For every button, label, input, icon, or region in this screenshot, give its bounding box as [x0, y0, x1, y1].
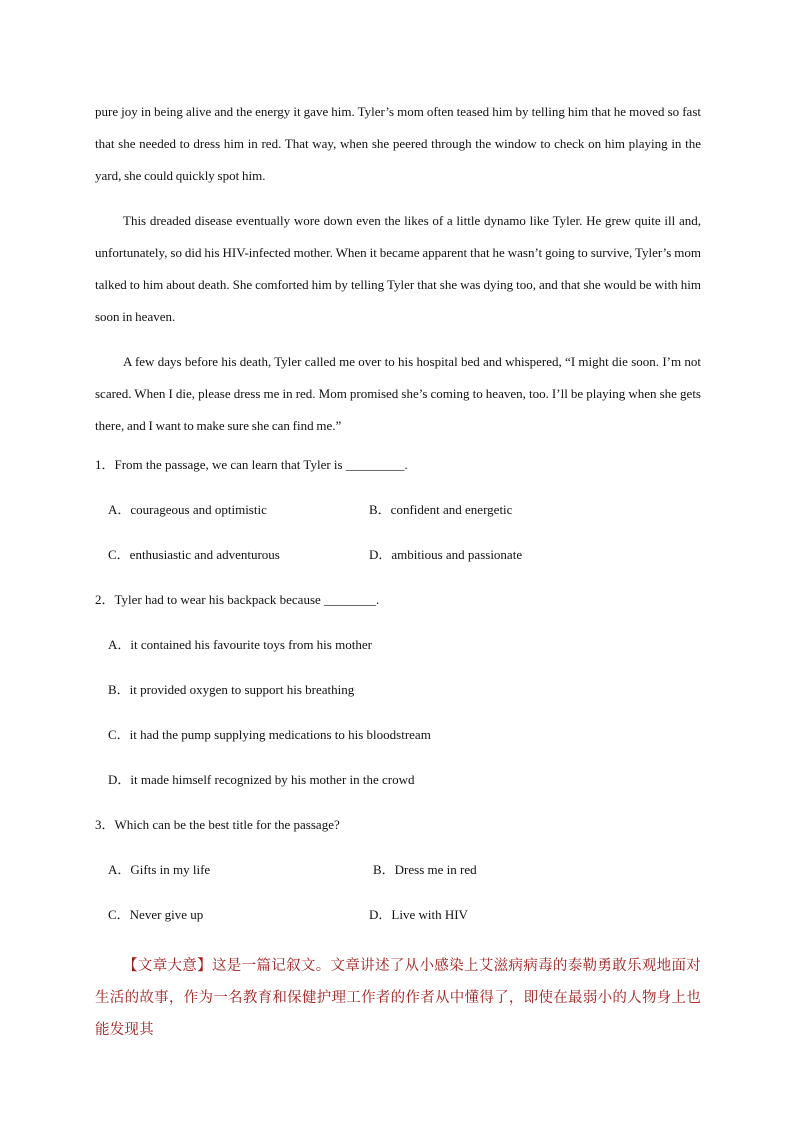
question-3-options-row-2 — [95, 905, 701, 925]
question-1-stem: 1．From the passage, we can learn that Tyler is _________. — [95, 457, 408, 472]
question-3-stem: 3．Which can be the best title for the passage? — [95, 817, 340, 832]
question-2-option-d: D．it made himself recognized by his mother in the crowd — [108, 772, 415, 787]
passage-paragraph-2: This dreaded disease eventually wore down even the likes of a little dynamo like Tyler. He grew quite ill and, unfortunately, so did his HIV-infected mother. When it became apparent that he wasn’t going to survive, Tyler’s mom talked to him about death. She comforted him by telling Tyler that she was dying too, and that she would be with him soon in heaven. — [95, 213, 701, 324]
question-1-option-d: D．ambitious and passionate — [369, 547, 523, 562]
question-3-options-row-1 — [95, 860, 701, 880]
question-1-options-row-1 — [95, 500, 701, 520]
passage-paragraph-1: pure joy in being alive and the energy it gave him. Tyler’s mom often teased him by telling him that he moved so fast that she needed to dress him in red. That way, when she peered through the window to check on him playing in the yard, she could quickly spot him. — [95, 104, 701, 183]
question-2-option-c: C．it had the pump supplying medications to his bloodstream — [108, 727, 431, 742]
question-1-option-a: A．courageous and optimistic — [108, 502, 267, 517]
summary-tag: 【文章大意】 — [123, 958, 212, 974]
question-1-option-c: C．enthusiastic and adventurous — [108, 547, 280, 562]
question-1-options-row-2 — [95, 545, 701, 565]
question-2-option-b: B．it provided oxygen to support his breathing — [108, 682, 355, 697]
question-3-option-c: C．Never give up — [108, 907, 204, 922]
question-3-option-a: A．Gifts in my life — [108, 862, 211, 877]
document-page — [95, 96, 701, 1046]
passage-paragraph-3: A few days before his death, Tyler called me over to his hospital bed and whispered, “I might die soon. I’m not scared. When I die, please dress me in red. Mom promised she’s coming to heaven, too. I’ll be playing when she gets there, and I want to make sure she can find me.” — [95, 354, 701, 433]
question-1-option-b: B．confident and energetic — [369, 502, 513, 517]
question-3-option-b: B．Dress me in red — [373, 862, 477, 877]
question-2-option-a: A．it contained his favourite toys from his mother — [108, 637, 372, 652]
summary-text: 这是一篇记叙文。文章讲述了从小感染上艾滋病病毒的泰勒勇敢乐观地面对生活的故事，作为一名教育和保健护理工作者的作者从中懂得了，即使在最弱小的人物身上也能发现其 — [95, 958, 701, 1038]
question-2-stem: 2．Tyler had to wear his backpack because ________. — [95, 592, 380, 607]
question-3-option-d: D．Live with HIV — [369, 907, 468, 922]
article-summary — [95, 950, 701, 1046]
